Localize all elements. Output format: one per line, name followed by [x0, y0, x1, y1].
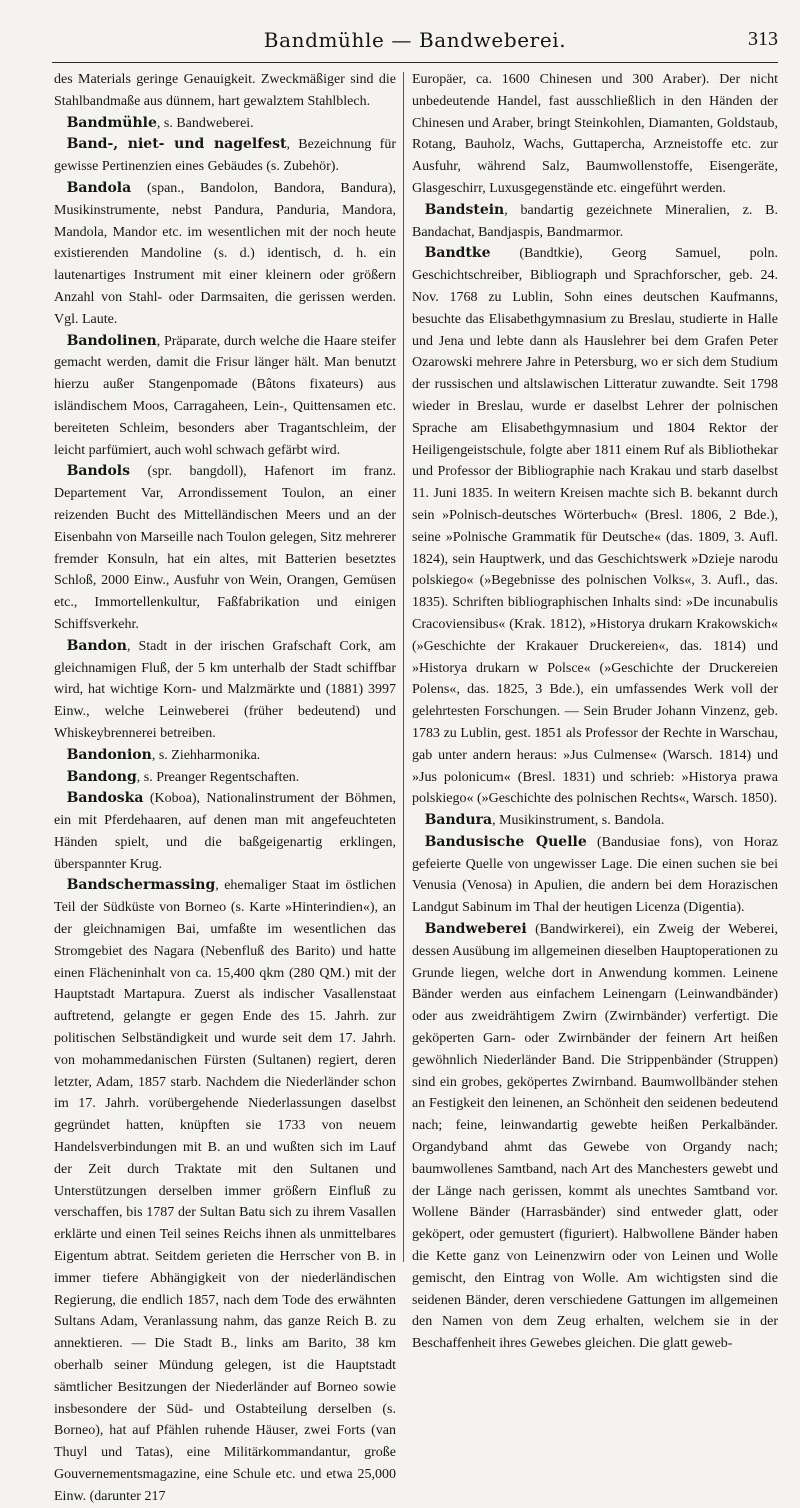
- entry-text: , s. Ziehharmonika.: [151, 747, 261, 763]
- dictionary-entry: [54, 788, 396, 875]
- entry-headword: Bandong: [66, 768, 137, 785]
- entry-headword: Bandura: [424, 812, 493, 829]
- entry-headword: Bandola: [66, 179, 132, 196]
- dictionary-entry: [412, 243, 778, 810]
- running-head: [52, 22, 778, 63]
- page-number: 313: [748, 28, 778, 50]
- entry-text: , bandartig gezeichnete Mineralien, z. B. Bandachat, Bandjaspis, Bandmarmor.: [412, 202, 778, 240]
- dictionary-entry: [412, 69, 778, 200]
- dictionary-entry: [412, 919, 778, 1355]
- entry-headword: Bandschermassing: [66, 877, 216, 894]
- entry-headword: Bandon: [66, 637, 127, 654]
- entry-text: (Koboa), Nationalinstrument der Böhmen, ein mit Pferdehaaren, auf denen man mit angefeuchteten Händen spielt, und die baßgeigenartig erklingen, überspannter Krug.: [54, 791, 396, 872]
- entry-text: (Bandusiae fons), von Horaz gefeierte Quelle von ungewisser Lage. Die einen suchen sie bei Venusia (Venosa) in Apulien, die andern bei dem Horazischen Landgut Sabinum im Thal der heutigen Licenza (Digentia).: [412, 834, 779, 916]
- entry-text: , ehemaliger Staat im östlichen Teil der Südküste von Borneo (s. Karte »Hinterindien«), an der gleichnamigen Bai, umfaßte im wesentlichen das Stromgebiet des Nagara (Nebenfluß des Barito) und hatte einen Flächeninhalt von ca. 15,400 qkm (280 QM.) mit der Hauptstadt Martapura. Zuerst als indischer Vasallenstaat auftretend, gelangte er gegen Ende des 15. Jahrh. zur politischen Selbständigkeit und wurde seit dem 17. Jahrh. von mohammedanischen Fürsten (Sultanen) regiert, deren letzter, Adam, 1857 starb. Nachdem die Niederländer schon im 17. Jahrh. vorübergehende Niederlassungen daselbst gegründet hatten, knüpften sie 1733 von neuem Handelsverbindungen mit B. an und wußten sich im Lauf der Zeit durch Traktate mit den Sultanen und Unterstützungen derselben immer größern Einfluß zu verschaffen, bis 1787 der Sultan Batu sich zu ihrem Vasallen erklärte und einen Teil seines Reichs ihnen als unmittelbares Eigentum abtrat. Seitdem gerieten die Herrscher von B. in immer tiefere Abhängigkeit von der niederländischen Regierung, die endlich 1857, nach dem Tode des erwähnten Sultans Adam, Veranlassung nahm, das ganze Reich B. zu annektieren. — Die Stadt B., links am Barito, 38 km oberhalb seiner Mündung gelegen, ist die Hauptstadt sämtlicher Besitzungen der Niederländer auf Borneo sowie insbesondere der Süd- und Ostabteilung derselben (s. Borneo), hat auf Pfählen ruhende Häuser, zwei Forts (van Thuyl und Tatas), eine Militärkommandantur, große Gouvernementsmagazine, eine Schule etc. und etwa 25,000 Einw. (darunter 217: [54, 878, 396, 1504]
- dictionary-entry: [54, 745, 396, 767]
- dictionary-entry: [54, 113, 396, 135]
- dictionary-entry: [412, 200, 778, 244]
- entry-headword: Bandols: [66, 463, 131, 480]
- entry-headword: Bandstein: [424, 201, 505, 218]
- entry-text: des Materials geringe Genauigkeit. Zweckmäßiger sind die Stahlbandmaße aus dünnem, hart gewalztem Stahlblech.: [54, 72, 396, 109]
- page-title: Bandmühle — Bandweberei.: [263, 28, 567, 52]
- entry-headword: Bandweberei: [424, 921, 527, 938]
- entry-text: Europäer, ca. 1600 Chinesen und 300 Araber). Der nicht unbedeutende Handel, fast ausschließlich in den Händen der Chinesen und Araber, bringt Steinkohlen, Diamanten, Goldstaub, Rotang, Bauholz, Wachs, Guttapercha, Arzneistoffe etc. zur Ausfuhr, während Salz, Baumwollenstoffe, Eisengeräte, Glasgeschirr, Luxusgegenstände etc. eingeführt werden.: [412, 72, 778, 196]
- dictionary-entry: [54, 636, 396, 745]
- dictionary-entry: [54, 461, 396, 635]
- dictionary-entry: [412, 832, 778, 919]
- entry-text: , Stadt in der irischen Grafschaft Cork, am gleichnamigen Fluß, der 5 km unterhalb der Stadt schiffbar wird, hat wichtige Korn- und Malzmärkte und (1881) 3997 Einw., welche Leinweberei (früher bedeutend) und Whiskeybrennerei betreiben.: [54, 638, 396, 741]
- entry-headword: Bandtke: [424, 245, 491, 262]
- entry-headword: Bandonion: [66, 746, 152, 763]
- dictionary-entry: [54, 178, 396, 331]
- entry-text: , Musikinstrument, s. Bandola.: [492, 813, 665, 829]
- entry-headword: Bandoska: [66, 790, 144, 807]
- dictionary-entry: [54, 767, 396, 789]
- left-column: [54, 69, 396, 1504]
- right-column: [412, 69, 779, 1352]
- dictionary-entry: [54, 134, 396, 178]
- entry-text: , s. Preanger Regentschaften.: [136, 769, 300, 785]
- entry-headword: Bandmühle: [66, 114, 157, 131]
- column-divider: [403, 72, 404, 1262]
- entry-text: (span., Bandolon, Bandora, Bandura), Musikinstrumente, nebst Pandura, Panduria, Mandora, Mandola, Mandor etc. im wesentlichen mit der noch heute existierenden Mandoline (s. d.) identisch, d. h. ein lautenartiges Instrument mit einer kleinern oder größern Anzahl von Stahl- oder Darmsaiten, die gerissen werden. Vgl. Laute.: [54, 180, 396, 327]
- entry-text: (spr. bangdoll), Hafenort im franz. Departement Var, Arrondissement Toulon, an einer reizenden Bucht des Mittelländischen Meers und an der Eisenbahn von Marseille nach Toulon gelegen, Sitz mehrerer fremder Konsuln, hat ein altes, mit Batterien besetztes Schloß, 2000 Einw., Ausfuhr von Wein, Orangen, Gemüsen etc., Immortellenkultur, Faßfabrikation und einigen Schiffsverkehr.: [54, 464, 396, 632]
- entry-text: , Präparate, durch welche die Haare steifer gemacht werden, damit die Frisur länger hält. Man benutzt hierzu außer Stangenpomade (Bâtons fixateurs) aus isländischem Moos, Carragaheen, Lein-, Quittensamen etc. bereiteten Schleim, besonders aber Tragantschleim, der leicht parfümiert, auch wohl schwach gefärbt wird.: [54, 333, 396, 458]
- entry-headword: Bandolinen: [66, 332, 157, 349]
- dictionary-entry: [412, 810, 778, 832]
- entry-text: (Bandwirkerei), ein Zweig der Weberei, dessen Ausübung im allgemeinen dieselben Hauptoperationen zu Grunde liegen, welche dort in Anwendung kommen. Leinene Bänder werden aus einfachem Leinengarn (Leinwandbänder) oder aus zweidrähtigem Zwirn (Zwirnbänder) verfertigt. Die geköperten Garn- oder Zwirnbänder der feinern Art heißen gewöhnlich Niederländer Band. Die Strippenbänder (Struppen) sind ein grobes, geköpertes Zwirnband. Baumwollbänder stehen an Festigkeit den leinenen, an Schönheit den seidenen bedeutend nach; feine, leinwandartig gewebte heißen Perkalbänder. Organdyband ahmt das Gewebe von Organdy nach; baumwollenes Samtband, nach Art des Manchesters gewebt und der Länge nach gerissen, kommt als unechtes Samtband vor. Wollene Bänder (Harrasbänder) sind entweder glatt, oder geköpert, oder gemustert (figuriert). Halbwollene Bänder haben die Kette ganz von Leinenzwirn oder von Leinen und Wolle gemischt, den Eintrag von Wolle. Am wichtigsten sind die seidenen Bänder, deren verschiedene Gattungen im allgemeinen den Namen von dem Zeug erhalten, welchem sie in der Beschaffenheit ihres Gewebes gleichen. Die glatt geweb-: [412, 922, 778, 1352]
- dictionary-entry: [54, 69, 396, 113]
- entry-text: , Bezeichnung für gewisse Pertinenzien eines Gebäudes (s. Zubehör).: [54, 137, 396, 175]
- dictionary-entry: [54, 875, 396, 1507]
- entry-text: , s. Bandweberei.: [156, 115, 254, 131]
- entry-text: (Bandtkie), Georg Samuel, poln. Geschichtschreiber, Bibliograph und Sprachforscher, geb. 24. Nov. 1768 zu Lublin, Sohn eines deutschen Kaufmanns, besuchte das Elisabethgymnasium zu Breslau, studierte in Halle und Jena und lebte dann als Hauslehrer bei dem Grafen Peter Ozarowski mehrere Jahre in Petersburg, wo er sich dem Studium der russischen und altslawischen Litteratur zuwandte. Seit 1798 wieder in Breslau, wurde er daselbst Lehrer der polnischen Sprache am Elisabethgymnasium und 1804 Rektor der Heiligengeistschule, folgte aber 1811 einem Ruf als Bibliothekar und Professor der Bibliographie nach Krakau und starb daselbst 11. Juni 1835. In weitern Kreisen machte sich B. bekannt durch sein »Polnisch-deutsches Wörterbuch« (Bresl. 1806, 2 Bde.), seine »Polnische Grammatik für Deutsche« (das. 1809, 3. Aufl. 1824), sein Hauptwerk, und das Geschichtswerk »Dzieje narodu polskiego« (»Begebnisse des polnischen Volks«, 3. Aufl., das. 1835). Schriften bibliographischen Inhalts sind: »De incunabulis Cracoviensibus« (Krak. 1812), »Historya drukarn Krakowskich« (»Geschichte der Krakauer Druckereien«, das. 1814) und »Historya drukarn w Polsce« (»Geschichte der Druckereien Polens«, das. 1825, 3 Bde.), ein umfassendes Werk voll der gelehrtesten Forschungen. — Sein Bruder Johann Vinzenz, geb. 1783 zu Lublin, gest. 1851 als Professor der Rechte in Warschau, gab unter andern heraus: »Jus Culmense« (Warsch. 1814) und »Jus polonicum« (Bresl. 1831) und schrieb: »Historya prawa polskiego« (»Geschichte des polnischen Rechts«, Warsch. 1850).: [412, 246, 778, 807]
- dictionary-entry: [54, 331, 396, 462]
- entry-headword: Bandusische Quelle: [424, 833, 587, 850]
- entry-headword: Band-, niet- und nagelfest: [66, 136, 287, 153]
